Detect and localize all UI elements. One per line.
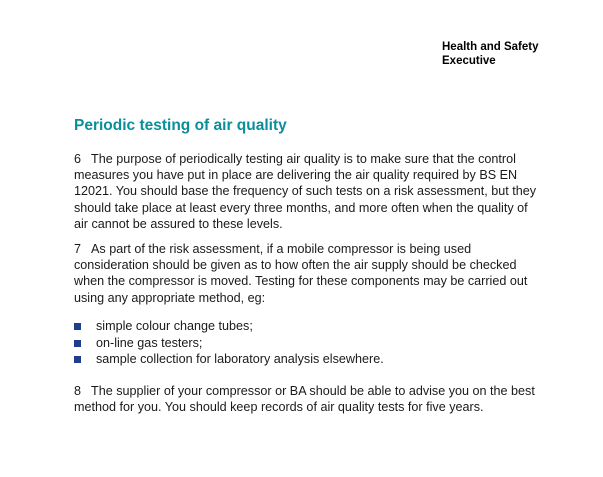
paragraph-number: 8 [74, 384, 82, 398]
paragraph-6 [74, 151, 544, 232]
paragraph-number: 7 [74, 242, 82, 256]
square-bullet-icon [74, 356, 81, 363]
square-bullet-icon [74, 323, 81, 330]
paragraph-8 [74, 383, 544, 415]
testing-methods-list [74, 318, 544, 368]
list-item-text: simple colour change tubes; [96, 319, 253, 333]
list-item [74, 318, 544, 335]
list-item [74, 335, 544, 352]
paragraph-text: As part of the risk assessment, if a mobile compressor is being used consideration should be given as to how often the air supply should be checked when the compressor is moved. Testing for these components may be carried out using any appropriate method, eg: [74, 242, 528, 305]
paragraph-text: The supplier of your compressor or BA should be able to advise you on the best method for you. You should keep records of air quality tests for five years. [74, 384, 535, 415]
organisation-name-line-1: Health and Safety [442, 41, 539, 53]
paragraph-text: The purpose of periodically testing air quality is to make sure that the control measures you have put in place are delivering the air quality required by BS EN 12021. You should base the frequency of such tests on a risk assessment, but they should take place at least every three months, and more often when the quality of air cannot be assured to these levels. [74, 152, 537, 231]
organisation-name [442, 40, 539, 68]
list-item-text: on-line gas testers; [96, 335, 203, 350]
section-heading: Periodic testing of air quality [74, 117, 287, 134]
square-bullet-icon [74, 340, 81, 347]
list-item-text: sample collection for laboratory analysis elsewhere. [96, 352, 384, 366]
list-item [74, 351, 544, 368]
paragraph-number: 6 [74, 152, 82, 166]
paragraph-7 [74, 241, 544, 306]
organisation-name-line-2: Executive [442, 55, 496, 67]
